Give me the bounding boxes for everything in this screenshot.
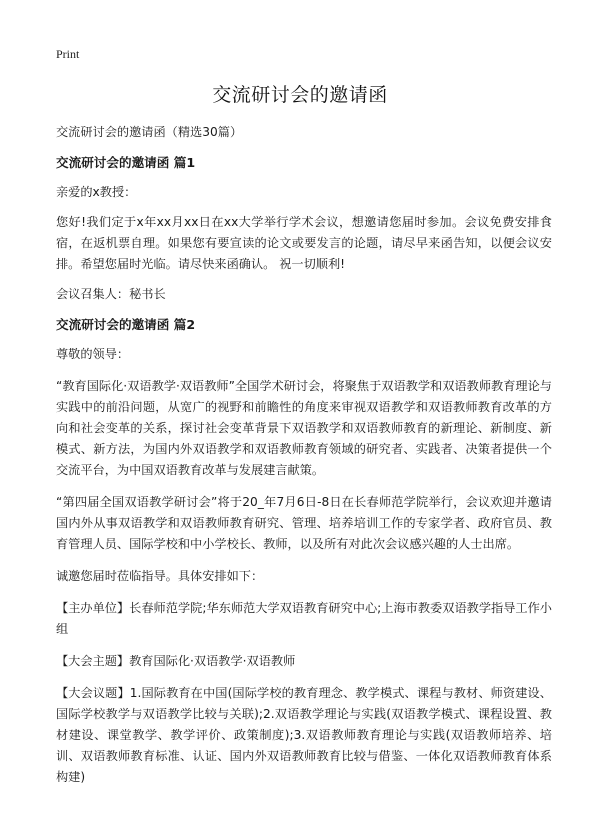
section-2-paragraph: 【大会主题】教育国际化·双语教学·双语教师: [56, 654, 296, 668]
section-1-body: 您好!我们定于x年xx月xx日在xx大学举行学术会议，想邀请您届时参加。会议免费安排食宿，在返机票自理。如果您有要宣读的论文或要发言的论题，请尽早来函告知，以便会议安排。希望您届时光临。请尽快来函确认。 祝一切顺利!: [56, 215, 552, 271]
section-2-paragraph: 诚邀您届时莅临指导。具体安排如下：: [56, 569, 264, 583]
print-link[interactable]: Print: [56, 47, 80, 61]
section-heading-2: 交流研讨会的邀请函 篇2: [56, 317, 196, 332]
section-2-paragraph: “教育国际化·双语教学·双语教师”全国学术研讨会，将聚焦于双语教学和双语教师教育理论与实践中的前沿问题，从宽广的视野和前瞻性的角度来审视双语教学和双语教师教育改革的方向和社会变革的关系，探讨社会变革背景下双语教学和双语教师教育的新理论、新制度、新模式、新方法，为国内外双语教学和双语教师教育领域的研究者、实践者、决策者提供一个交流平台，为中国双语教育改革与发展建言献策。: [56, 379, 552, 477]
section-2-paragraph: 【主办单位】长春师范学院;华东师范大学双语教育研究中心;上海市教委双语教学指导工作小组: [56, 601, 552, 636]
section-2-greeting: 尊敬的领导：: [56, 347, 130, 361]
section-heading-1: 交流研讨会的邀请函 篇1: [56, 155, 196, 170]
section-2-paragraph: 【大会议题】1.国际教育在中国(国际学校的教育理念、教学模式、课程与教材、师资建设、国际学校教学与双语教学比较与关联);2.双语教学理论与实践(双语教学模式、课程设置、教材建设、课堂教学、教学评价、政策制度);3.双语教师教育理论与实践(双语教师培养、培训、双语教师教育标准、认证、国内外双语教师教育比较与借鉴、一体化双语教师教育体系构建): [56, 686, 552, 784]
document-body: [56, 122, 552, 788]
section-2-paragraph: “第四届全国双语教学研讨会”将于20_年7月6日-8日在长春师范学院举行，会议欢迎并邀请国内外从事双语教学和双语教师教育研究、管理、培养培训工作的专家学者、政府官员、教育管理人员、国际学校和中小学校长、教师，以及所有对此次会议感兴趣的人士出席。: [56, 495, 552, 551]
page-title: 交流研讨会的邀请函: [212, 84, 388, 106]
document-subtitle: 交流研讨会的邀请函（精选30篇）: [56, 125, 243, 139]
section-1-signature: 会议召集人：秘书长: [56, 287, 166, 301]
section-1-greeting: 亲爱的x教授：: [56, 185, 137, 199]
